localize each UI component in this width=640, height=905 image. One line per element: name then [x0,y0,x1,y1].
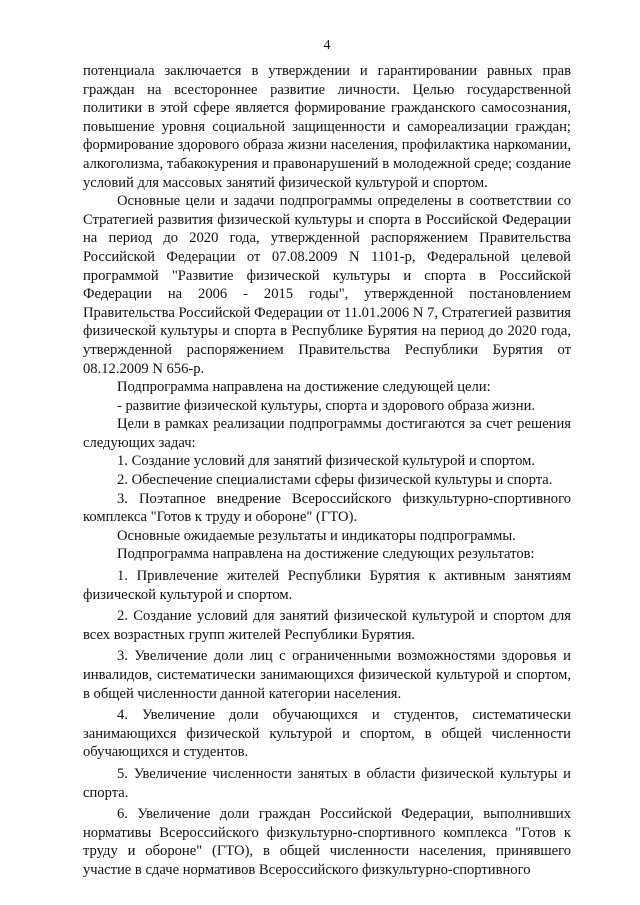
result-item: 4. Увеличение доли обучающихся и студентов, систематически занимающихся физической культурой и спортом, в общей численности обучающихся и студентов. [83,707,571,761]
document-body [83,62,571,880]
paragraph-continuation: потенциала заключается в утверждении и гарантировании равных прав граждан на всестороннее развитие личности. Целью государственной политики в этой сфере является формирование гражданского самосознания, повышение уровня социальной защищенности и самореализации граждан; формирование здорового образа жизни населения, профилактика наркомании, алкоголизма, табакокурения и правонарушений в молодежной среде; создание условий для массовых занятий физической культурой и спортом. [83,63,571,191]
task-item: 3. Поэтапное внедрение Всероссийского физкультурно-спортивного комплекса "Готов к труду и обороне" (ГТО). [83,490,571,526]
page-number: 4 [323,38,331,53]
paragraph-results-heading: Основные ожидаемые результаты и индикаторы подпрограммы. [117,527,516,544]
result-item: 2. Создание условий для занятий физической культурой и спортом для всех возрастных групп жителей Республики Бурятия. [83,608,571,643]
paragraph-results-intro: Подпрограмма направлена на достижение следующих результатов: [117,546,535,563]
paragraph-aim: - развитие физической культуры, спорта и здорового образа жизни. [117,397,536,414]
paragraph-aim-intro: Подпрограмма направлена на достижение следующей цели: [117,379,491,396]
result-item: 1. Привлечение жителей Республики Бурятия к активным занятиям физической культурой и спортом. [83,568,571,603]
result-item: 5. Увеличение численности занятых в области физической культуры и спорта. [83,765,571,801]
task-item: 1. Создание условий для занятий физической культурой и спортом. [117,453,536,470]
task-item: 2. Обеспечение специалистами сферы физической культуры и спорта. [117,472,553,489]
paragraph-tasks-intro: Цели в рамках реализации подпрограммы достигаются за счет решения следующих задач: [83,416,571,451]
paragraph-goals-basis: Основные цели и задачи подпрограммы определены в соответствии со Стратегией развития физической культуры и спорта в Российской Федерации на период до 2020 года, утвержденной распоряжением Правительства Российской Федерации от 07.08.2009 N 1101-р, Федеральной целевой программой "Развитие физической культуры и спорта в Российской Федерации на 2006 - 2015 годы", утвержденной постановлением Правительства Российской Федерации от 11.01.2006 N 7, Стратегией развития физической культуры и спорта в Республике Бурятия на период до 2020 года, утвержденной распоряжением Правительства Республики Бурятия от 08.12.2009 N 656-р. [83,193,571,377]
result-item: 6. Увеличение доли граждан Российской Федерации, выполнивших нормативы Всероссийского физкультурно-спортивного комплекса "Готов к труду и обороне" (ГТО), в общей численности населения, принявшего участие в сдаче нормативов Всероссийского физкультурно-спортивного [83,806,571,878]
result-item: 3. Увеличение доли лиц с ограниченными возможностями здоровья и инвалидов, систематически занимающихся физической культурой и спортом, в общей численности данной категории населения. [83,648,571,702]
